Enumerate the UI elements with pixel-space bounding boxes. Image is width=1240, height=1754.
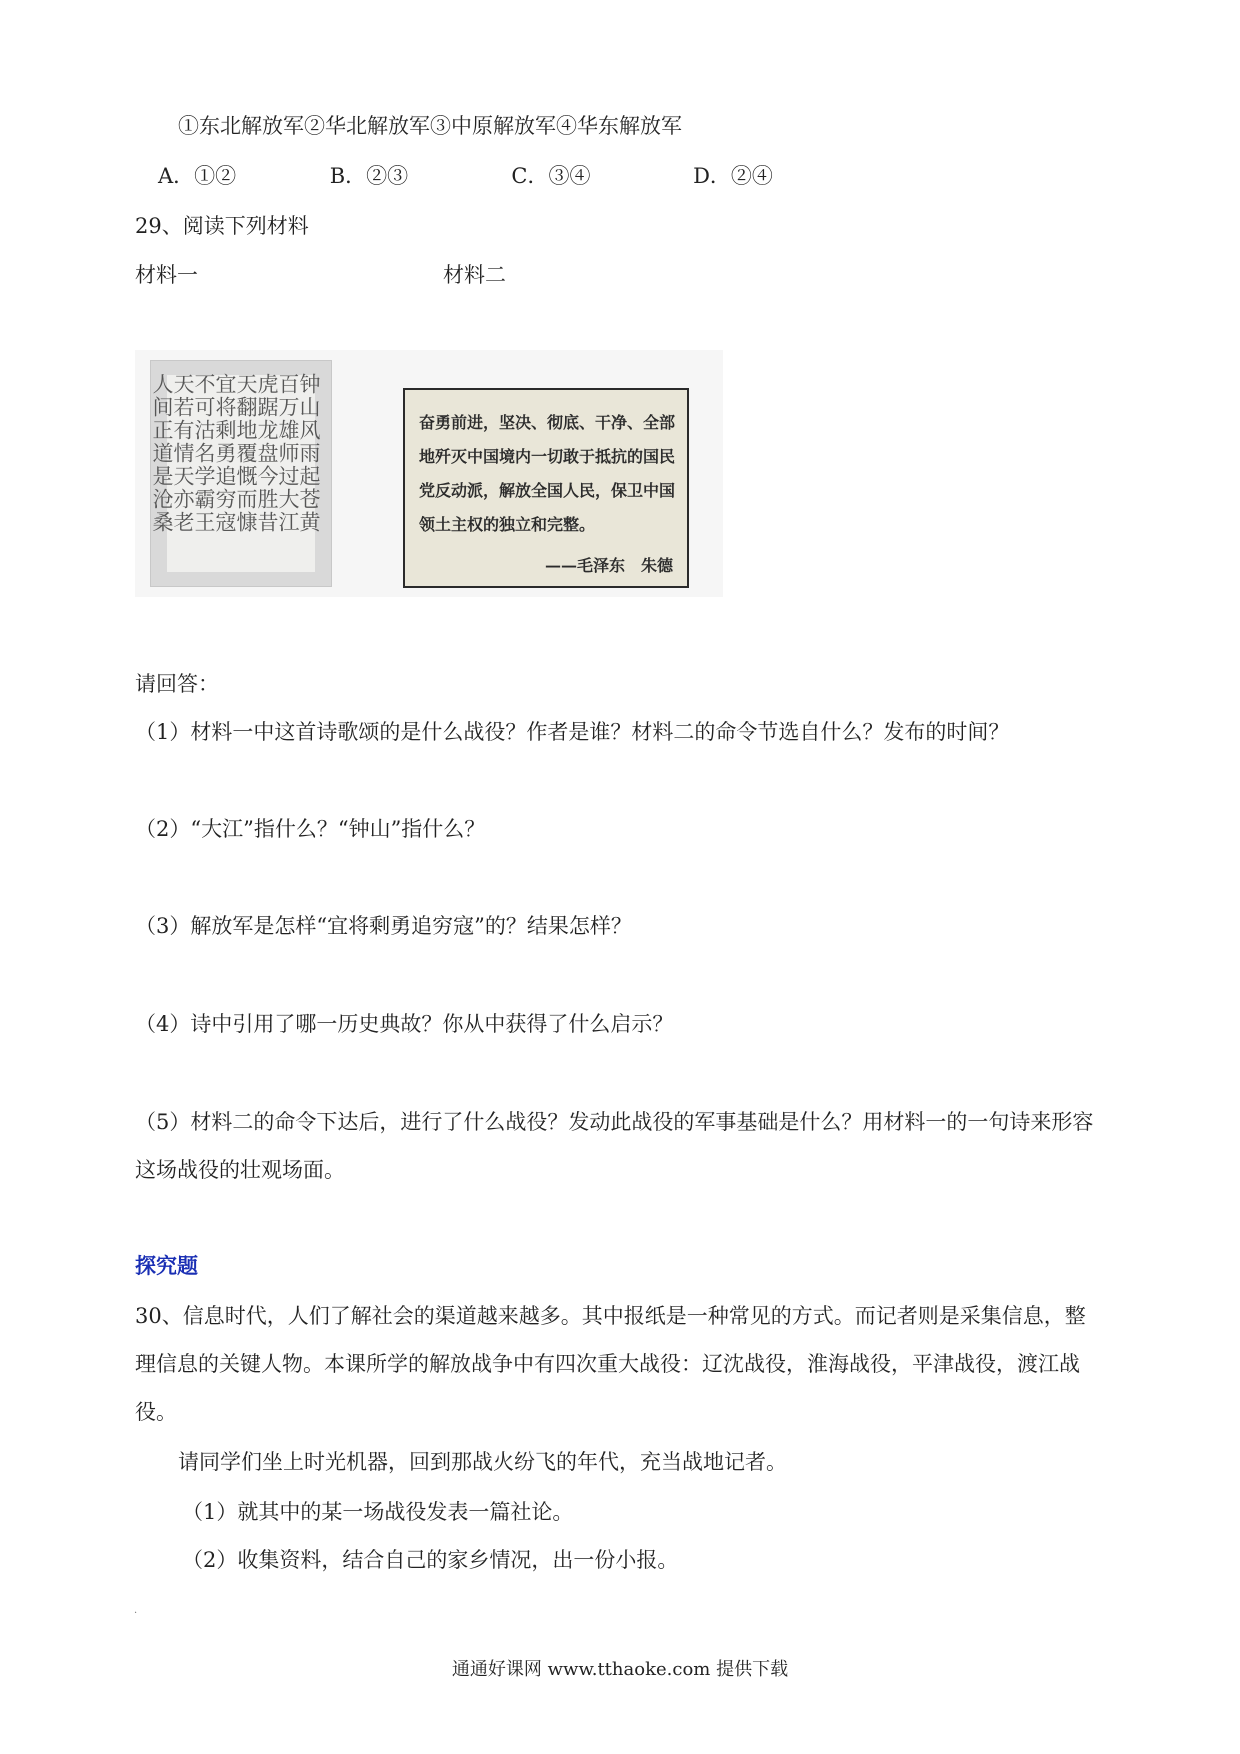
calligraphy-column: 人间正道是沧桑 (150, 373, 174, 534)
materials-image (135, 350, 723, 597)
section-heading: 探究题 (135, 1253, 198, 1278)
q29-sub2: （2）“大江”指什么？“钟山”指什么？ (135, 817, 486, 841)
calligraphy-column: 虎踞龙盘今胜昔 (255, 373, 279, 534)
calligraphy-column: 百万雄师过大江 (276, 373, 300, 534)
q29-sub5-line1: （5）材料二的命令下达后，进行了什么战役？发动此战役的军事基础是什么？用材料一的一句诗来形容 (135, 1110, 1094, 1134)
page-footer: 通通好课网 www.tthaoke.com 提供下载 (451, 1659, 789, 1680)
q28-choices (158, 160, 773, 190)
calligraphy-column: 钟山风雨起苍黄 (297, 373, 321, 534)
calligraphy-column: 不可沽名学霸王 (192, 373, 216, 534)
decree-text: 奋勇前进，坚决、彻底、干净、全部地歼灭中国境内一切敢于抵抗的国民党反动派，解放全国人民，保卫中国领土主权的独立和完整。 (419, 413, 676, 534)
stray-mark: . (134, 1605, 138, 1616)
q28-option-items: ①东北解放军②华北解放军③中原解放军④华东解放军 (178, 114, 682, 138)
decree-signature: ——毛泽东 朱德 (544, 556, 673, 575)
choice-b: B．②③ (329, 164, 409, 188)
q30-line2: 理信息的关键人物。本课所学的解放战争中有四次重大战役：辽沈战役，淮海战役，平津战役，渡江战 (135, 1352, 1080, 1376)
calligraphy-column: 天若有情天亦老 (171, 373, 195, 534)
q29-sub4: （4）诗中引用了哪一历史典故？你从中获得了什么启示？ (135, 1012, 674, 1036)
choice-d: D．②④ (693, 164, 773, 188)
choice-c: C．③④ (511, 164, 591, 188)
poem-calligraphy (150, 360, 332, 587)
q29-sub3: （3）解放军是怎样“宜将剩勇追穷寇”的？结果怎样？ (135, 914, 632, 938)
calligraphy-column: 宜将剩勇追穷寇 (213, 373, 237, 534)
q30-task2: （2）收集资料，结合自己的家乡情况，出一份小报。 (182, 1548, 679, 1572)
choice-a: A．①② (158, 164, 237, 188)
q29-intro: 29、阅读下列材料 (135, 214, 309, 238)
q30-line1: 30、信息时代，人们了解社会的渠道越来越多。其中报纸是一种常见的方式。而记者则是采集信息，整 (135, 1304, 1086, 1328)
q29-sub1: （1）材料一中这首诗歌颂的是什么战役？作者是谁？材料二的命令节选自什么？发布的时间？ (135, 720, 1010, 744)
calligraphy-columns (150, 373, 321, 574)
material1-label: 材料一 (135, 263, 198, 287)
material2-label: 材料二 (443, 263, 506, 287)
q30-line4: 请同学们坐上时光机器，回到那战火纷飞的年代，充当战地记者。 (178, 1450, 787, 1474)
q30-line3: 役。 (135, 1400, 177, 1424)
q30-task1: （1）就其中的某一场战役发表一篇社论。 (182, 1500, 574, 1524)
q29-sub5-line2: 这场战役的壮观场面。 (135, 1158, 345, 1182)
decree-excerpt (403, 388, 689, 588)
calligraphy-column: 天翻地覆慨而慷 (234, 373, 258, 534)
q29-prompt: 请回答： (135, 672, 219, 696)
